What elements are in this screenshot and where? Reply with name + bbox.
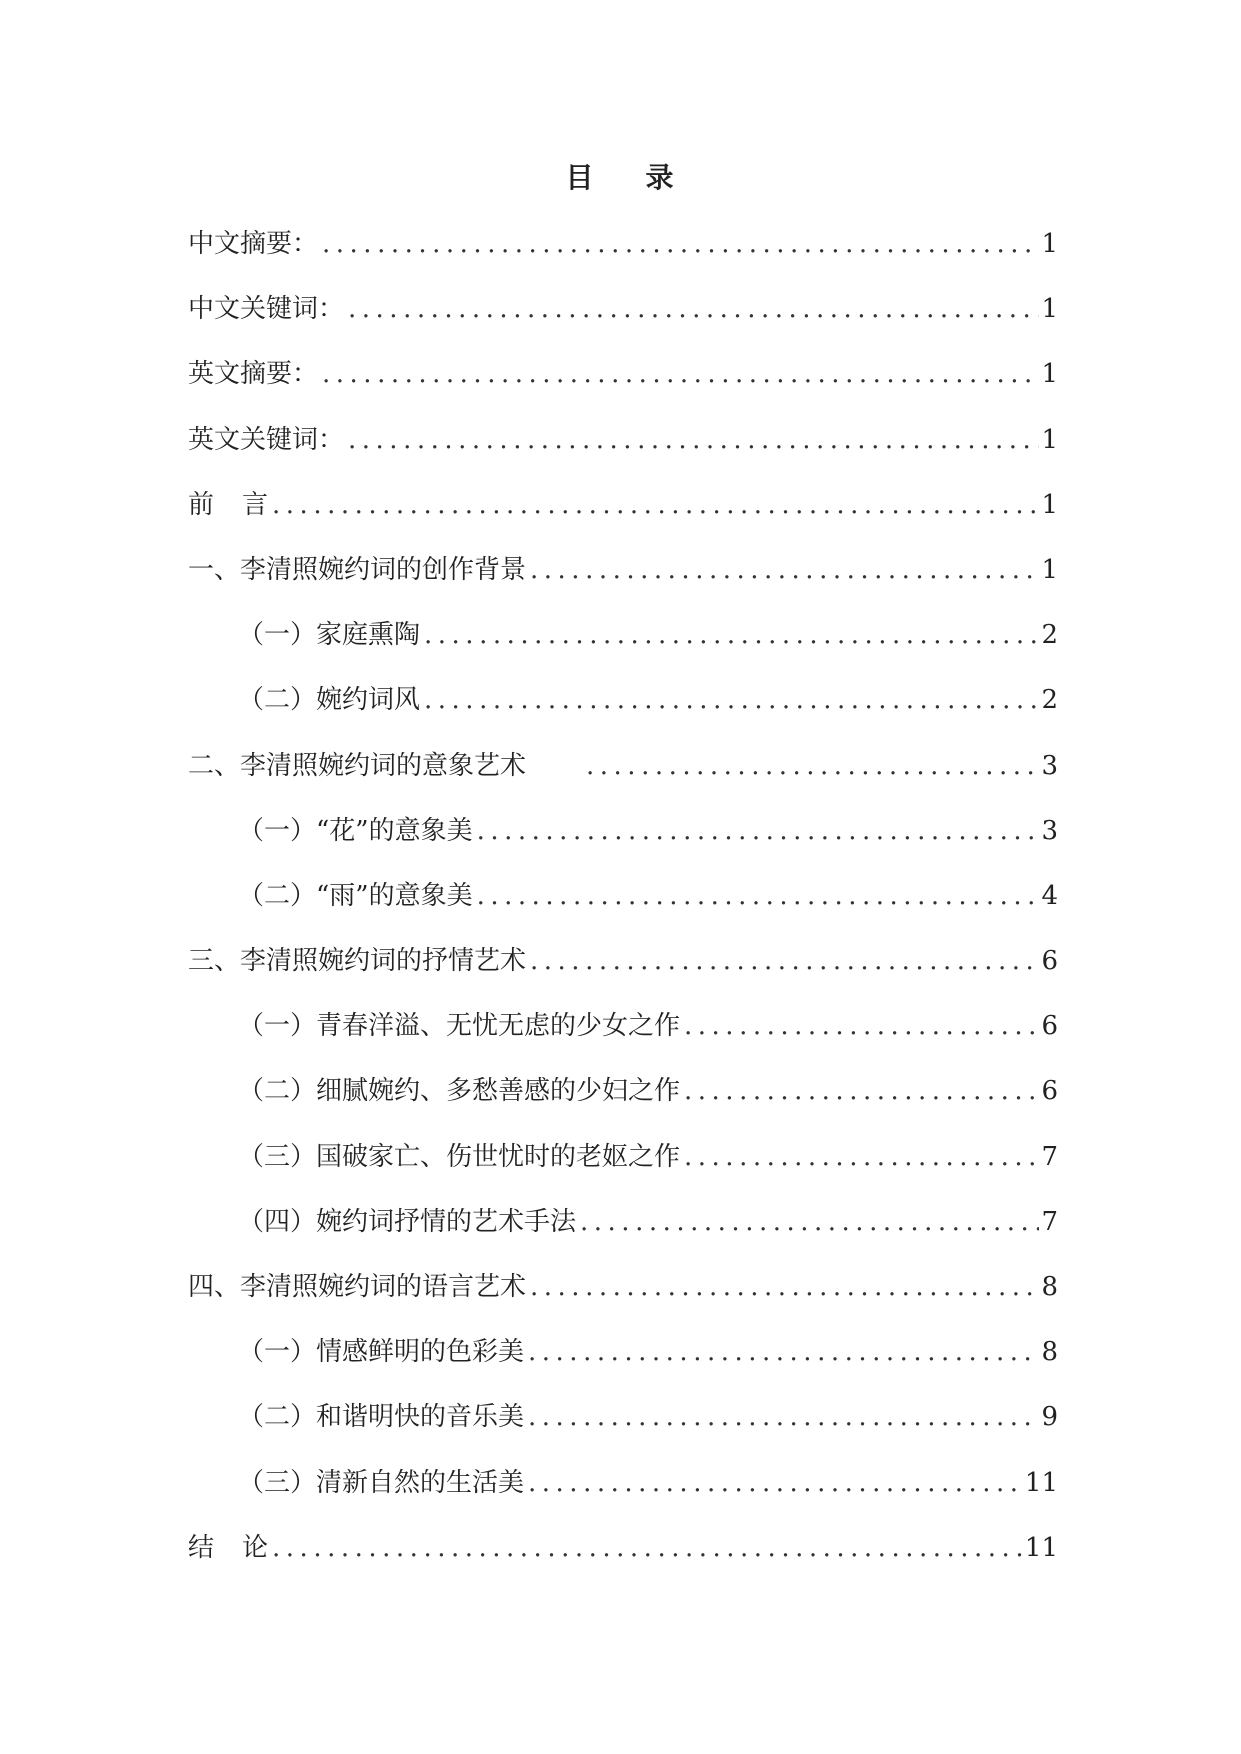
toc-entry-section-2-2[interactable] <box>188 876 1058 941</box>
toc-entry-label: 英文关键词： <box>188 424 345 455</box>
toc-entry-conclusion[interactable] <box>188 1528 1058 1593</box>
toc-entry-section-4[interactable] <box>188 1267 1058 1332</box>
toc-entry-page: 3 <box>1041 815 1058 846</box>
toc-entry-label-part: 论 <box>242 1532 269 1563</box>
toc-entry-section-2-1[interactable] <box>188 811 1058 876</box>
dot-leader <box>348 420 1039 460</box>
toc-entry-section-2[interactable] <box>188 746 1058 811</box>
toc-entry-page: 11 <box>1024 1467 1058 1498</box>
toc-entry-section-3-2[interactable] <box>188 1071 1058 1136</box>
toc-list <box>188 224 1058 1593</box>
toc-entry-section-3[interactable] <box>188 941 1058 1006</box>
toc-entry-page: 6 <box>1041 1011 1058 1042</box>
toc-entry-label: （二）细腻婉约、多愁善感的少妇之作 <box>238 1076 681 1107</box>
toc-entry-label-part: 前 <box>188 489 215 520</box>
toc-entry-section-3-1[interactable] <box>188 1006 1058 1071</box>
dot-leader <box>528 1332 1039 1372</box>
dot-leader <box>586 746 1039 786</box>
toc-entry-section-3-3[interactable] <box>188 1137 1058 1202</box>
toc-entry-label: （一）情感鲜明的色彩美 <box>238 1337 525 1368</box>
dot-leader <box>684 1137 1039 1177</box>
toc-entry-label: 英文摘要： <box>188 359 319 390</box>
toc-entry-english-keywords[interactable] <box>188 420 1058 485</box>
toc-entry-label: （四）婉约词抒情的艺术手法 <box>238 1206 577 1237</box>
toc-entry-label: 中文关键词： <box>188 294 345 325</box>
toc-entry-english-abstract[interactable] <box>188 354 1058 419</box>
toc-entry-preface[interactable] <box>188 485 1058 550</box>
toc-entry-section-4-2[interactable] <box>188 1397 1058 1462</box>
dot-leader <box>684 1071 1039 1111</box>
dot-leader <box>348 289 1039 329</box>
toc-entry-label: （二）“雨”的意象美 <box>238 880 473 911</box>
toc-entry-section-3-4[interactable] <box>188 1202 1058 1267</box>
dot-leader <box>477 876 1040 916</box>
toc-entry-page: 1 <box>1041 294 1058 325</box>
toc-entry-label: 三、李清照婉约词的抒情艺术 <box>188 946 527 977</box>
dot-leader <box>272 485 1039 525</box>
toc-entry-page: 9 <box>1041 1402 1058 1433</box>
toc-entry-page: 8 <box>1041 1337 1058 1368</box>
toc-entry-label: （一）“花”的意象美 <box>238 815 473 846</box>
toc-entry-page: 7 <box>1041 1141 1058 1172</box>
toc-entry-label: （一）家庭熏陶 <box>238 620 421 651</box>
toc-entry-section-4-3[interactable] <box>188 1463 1058 1528</box>
dot-leader <box>580 1202 1039 1242</box>
dot-leader <box>477 811 1040 851</box>
dot-leader <box>530 941 1039 981</box>
toc-entry-label: （二）婉约词风 <box>238 685 421 716</box>
toc-entry-page: 1 <box>1041 359 1058 390</box>
toc-entry-section-1[interactable] <box>188 550 1058 615</box>
toc-entry-page: 1 <box>1041 424 1058 455</box>
toc-entry-page: 2 <box>1041 685 1058 716</box>
toc-entry-section-1-1[interactable] <box>188 615 1058 680</box>
toc-entry-label-part: 言 <box>242 489 269 520</box>
toc-entry-label <box>188 485 268 525</box>
toc-entry-section-1-2[interactable] <box>188 680 1058 745</box>
toc-entry-page: 11 <box>1024 1532 1058 1563</box>
toc-entry-page: 2 <box>1041 620 1058 651</box>
toc-title <box>0 158 1241 198</box>
toc-entry-label: 四、李清照婉约词的语言艺术 <box>188 1272 527 1302</box>
toc-entry-label: （二）和谐明快的音乐美 <box>238 1402 525 1433</box>
dot-leader <box>424 680 1039 720</box>
dot-leader <box>424 615 1039 655</box>
toc-entry-section-4-1[interactable] <box>188 1332 1058 1397</box>
dot-leader <box>272 1528 1023 1568</box>
toc-entry-page: 1 <box>1041 554 1058 585</box>
dot-leader <box>528 1463 1023 1503</box>
toc-entry-label: 一、李清照婉约词的创作背景 <box>188 554 527 585</box>
dot-leader <box>530 1267 1039 1307</box>
toc-title-part2: 录 <box>645 161 676 194</box>
toc-entry-page: 7 <box>1041 1206 1058 1237</box>
dot-leader <box>322 354 1039 394</box>
toc-entry-page: 4 <box>1041 880 1058 911</box>
toc-entry-chinese-keywords[interactable] <box>188 289 1058 354</box>
toc-title-part1: 目 <box>565 161 596 194</box>
toc-entry-chinese-abstract[interactable] <box>188 224 1058 289</box>
dot-leader <box>528 1397 1039 1437</box>
toc-entry-label: （三）国破家亡、伤世忧时的老妪之作 <box>238 1141 681 1172</box>
toc-entry-page: 3 <box>1041 750 1058 781</box>
dot-leader <box>322 224 1039 264</box>
toc-entry-label: （三）清新自然的生活美 <box>238 1467 525 1498</box>
toc-entry-page: 1 <box>1041 489 1058 520</box>
toc-entry-label: 中文摘要： <box>188 229 319 259</box>
toc-entry-label: （一）青春洋溢、无忧无虑的少女之作 <box>238 1011 681 1042</box>
toc-entry-label: 二、李清照婉约词的意象艺术 <box>188 750 527 781</box>
toc-entry-page: 8 <box>1041 1272 1058 1302</box>
toc-entry-label-part: 结 <box>188 1532 215 1563</box>
dot-leader <box>684 1006 1039 1046</box>
toc-entry-page: 1 <box>1041 229 1058 259</box>
toc-entry-page: 6 <box>1041 1076 1058 1107</box>
toc-entry-label <box>188 1528 268 1568</box>
toc-entry-page: 6 <box>1041 946 1058 977</box>
dot-leader <box>530 550 1039 590</box>
